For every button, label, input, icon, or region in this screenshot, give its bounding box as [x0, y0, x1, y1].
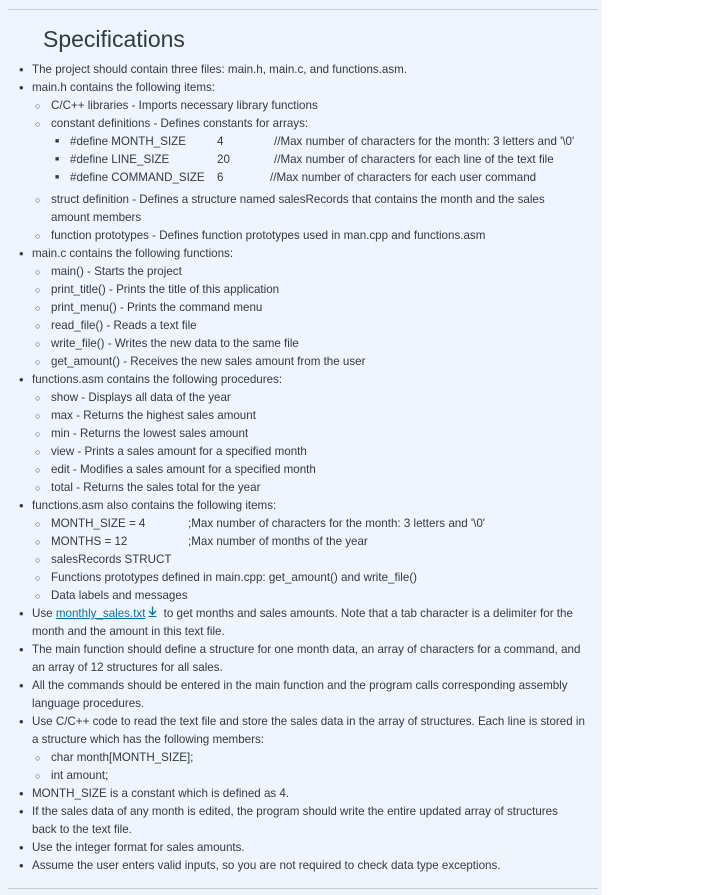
- list-item-continued: language procedures.: [32, 697, 145, 710]
- list-item: ○ total - Returns the sales total for the year: [35, 481, 261, 494]
- list-item: • Use monthly_sales.txt to get months and sales amounts. Note that a tab character is a delimiter for the: [19, 606, 573, 621]
- list-item: ○ print_menu() - Prints the command menu: [35, 301, 263, 314]
- list-item: ○ get_amount() - Receives the new sales amount from the user: [35, 355, 366, 368]
- bottom-divider: [8, 888, 598, 889]
- list-item: ○ Functions prototypes defined in main.cpp: get_amount() and write_file(): [35, 571, 418, 584]
- list-item: • main.h contains the following items:: [19, 80, 216, 95]
- download-icon[interactable]: [148, 605, 157, 623]
- list-item: ○ max - Returns the highest sales amount: [35, 409, 256, 422]
- list-item: • functions.asm also contains the following items:: [19, 498, 277, 513]
- monthly-sales-link[interactable]: monthly_sales.txt: [55, 607, 146, 620]
- list-item: • Assume the user enters valid inputs, so you are not required to check data type exceptions.: [19, 858, 501, 873]
- list-item: ○ MONTHS = 12 ;Max number of months of the year: [35, 535, 368, 548]
- list-item: • MONTH_SIZE is a constant which is defined as 4.: [19, 786, 290, 801]
- list-item: ○ print_title() - Prints the title of this application: [35, 283, 280, 296]
- list-item: ○ int amount;: [35, 769, 109, 782]
- define-row: ■ #define MONTH_SIZE 4 //Max number of characters for the month: 3 letters and '\0': [55, 135, 575, 148]
- page-title: Specifications: [43, 26, 185, 52]
- list-item: ○ Data labels and messages: [35, 589, 188, 602]
- spec-list: [0, 61, 600, 875]
- list-item: ○ function prototypes - Defines function prototypes used in man.cpp and functions.asm: [35, 229, 486, 242]
- list-item: • All the commands should be entered in the main function and the program calls corresponding assembly: [19, 678, 568, 693]
- list-item: • Use the integer format for sales amounts.: [19, 840, 245, 855]
- list-item: • main.c contains the following functions:: [19, 246, 234, 261]
- list-item: • If the sales data of any month is edited, the program should write the entire updated array of structures: [19, 804, 558, 819]
- list-item: ○ read_file() - Reads a text file: [35, 319, 197, 332]
- list-item: ○ edit - Modifies a sales amount for a specified month: [35, 463, 316, 476]
- list-item: ○ struct definition - Defines a structure named salesRecords that contains the month and the sales: [35, 193, 545, 206]
- list-item: ○ min - Returns the lowest sales amount: [35, 427, 249, 440]
- define-row: ■ #define COMMAND_SIZE 6 //Max number of characters for each user command: [55, 171, 537, 184]
- list-item-continued: back to the text file.: [32, 823, 132, 836]
- list-item-continued: amount members: [51, 211, 142, 224]
- list-item-continued: an array of 12 structures for all sales.: [32, 661, 223, 674]
- list-item: ○ C/C++ libraries - Imports necessary library functions: [35, 99, 318, 112]
- list-item: • Use C/C++ code to read the text file and store the sales data in the array of structures. Each line is stored in: [19, 714, 585, 729]
- list-item: ○ main() - Starts the project: [35, 265, 182, 278]
- list-item: • The main function should define a structure for one month data, an array of characters for a command, and: [19, 642, 581, 657]
- list-item: ○ MONTH_SIZE = 4 ;Max number of characters for the month: 3 letters and '\0': [35, 517, 485, 530]
- define-row: ■ #define LINE_SIZE 20 //Max number of characters for each line of the text file: [55, 153, 554, 166]
- list-item-continued: month and the amount in this text file.: [32, 625, 225, 638]
- list-item: ○ show - Displays all data of the year: [35, 391, 231, 404]
- list-item: ○ write_file() - Writes the new data to the same file: [35, 337, 299, 350]
- list-item: ○ constant definitions - Defines constants for arrays:: [35, 117, 309, 130]
- list-item: ○ salesRecords STRUCT: [35, 553, 172, 566]
- list-item-continued: a structure which has the following members:: [32, 733, 264, 746]
- list-item: • functions.asm contains the following procedures:: [19, 372, 283, 387]
- top-divider: [8, 9, 598, 10]
- list-item: ○ view - Prints a sales amount for a specified month: [35, 445, 307, 458]
- list-item: ○ char month[MONTH_SIZE];: [35, 751, 194, 764]
- list-item: • The project should contain three files: main.h, main.c, and functions.asm.: [19, 62, 408, 77]
